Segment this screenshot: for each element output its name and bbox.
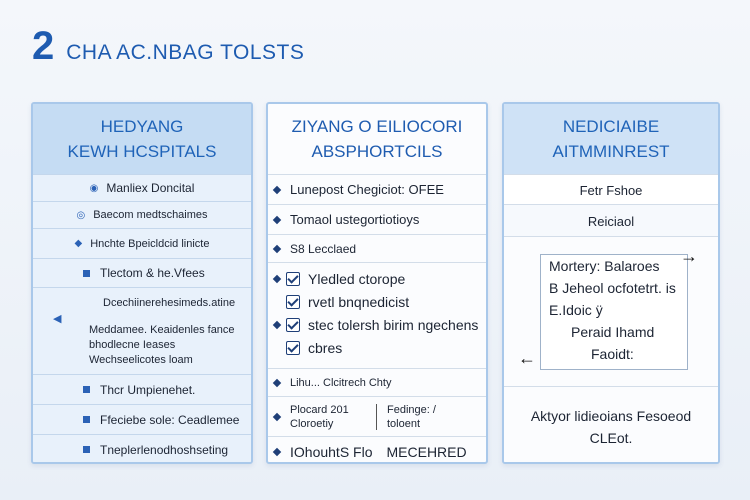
list-item-label: Tneplerlenodhoshseting [100, 442, 229, 457]
footer-note [504, 386, 718, 464]
footer-line: Aktyor lidieoians Fesoeod [530, 408, 692, 424]
cell-label: Fetr Fshoe [579, 182, 643, 198]
list-item [33, 317, 251, 374]
list-item-label: Meddamee. Keaidenles fance bhodlecne Ieases Wechseelicotes loam [89, 324, 235, 366]
list-item [33, 201, 251, 228]
list-item-label: Hnchte Bpeicldcid linicte [90, 237, 210, 250]
list-item-label: Manliex Doncital [106, 181, 195, 195]
bullet-diamond-icon [273, 274, 281, 282]
bullet-diamond-icon: ◆ [74, 238, 83, 249]
list-item-label: Ffeciebe sole: Ceadlemee [100, 412, 240, 427]
column-title-line: AITMMINREST [552, 142, 670, 161]
box-line: Peraid Ihamd [571, 324, 655, 340]
column-administrest [502, 102, 720, 464]
footer-line: CLEot. [589, 430, 633, 446]
checklist-label: cbres [308, 339, 343, 356]
bullet-diamond-icon [273, 185, 281, 193]
list-item-label: Tlectom & he.Vfees [100, 266, 205, 280]
list-item [33, 404, 251, 434]
page-title: CHA AC.NBAG TOLSTS [66, 41, 305, 64]
list-item-label: Dcechiinerehesimeds.atine [103, 296, 236, 309]
box-line: E.Idoic ÿ [549, 302, 603, 318]
bullet-diamond-icon [273, 244, 281, 252]
bullet-diamond-icon [273, 447, 281, 455]
info-cell [504, 174, 718, 205]
list-item [268, 174, 486, 204]
column-title-line: ZIYANG O EILIOCORI [291, 117, 463, 136]
arrow-right-icon: → [680, 246, 698, 266]
box-line: Mortery: Balaroes [549, 258, 660, 274]
box-line: Faoidt: [591, 346, 634, 362]
divider [376, 404, 377, 430]
bullet-square-icon [83, 386, 90, 393]
column-title-line: ABSPHORTCILS [311, 142, 443, 161]
list-item-label: Baecom medtschaimes [93, 209, 208, 221]
bullet-square-icon [83, 270, 90, 277]
list-item [33, 258, 251, 287]
column-title-line: NEDICIAIBE [562, 117, 660, 136]
list-item [268, 204, 486, 234]
bullet-circle-icon: ◉ [89, 182, 99, 194]
list-item-label: Lihu... Clcitrech Chty [290, 376, 392, 389]
list-item [268, 436, 486, 464]
bullet-square-icon [83, 416, 90, 423]
checkbox-checked-icon[interactable] [286, 341, 300, 355]
checklist-item [274, 313, 486, 336]
checklist-label: stec tolersh birim ngechens [308, 316, 479, 333]
page-header [32, 26, 304, 66]
checkbox-checked-icon[interactable] [286, 318, 300, 332]
list-item-label: MECEHRED [386, 443, 467, 460]
cell-label: Reiciaol [587, 213, 635, 229]
list-item-label: S8 Lecclaed [290, 241, 357, 256]
list-item [33, 174, 251, 201]
list-item [33, 287, 251, 317]
column-title-line: KEWH HCSPITALS [67, 142, 217, 161]
list-item [33, 374, 251, 404]
checklist-label: rvetl bnqnedicist [308, 293, 410, 310]
list-item [33, 434, 251, 464]
column-header [33, 104, 251, 174]
pointer-arrow-icon: ◀ [53, 313, 62, 325]
bullet-circle-icon: ◎ [76, 209, 86, 221]
checklist-item [274, 336, 486, 359]
list-item-label: Thcr Umpienehet. [100, 382, 196, 397]
list-item [268, 396, 486, 436]
list-item-label: Tomaol ustegortiotioys [290, 212, 420, 227]
list-item [268, 368, 486, 396]
column-header [268, 104, 486, 174]
checklist-label: Yledled ctorope [308, 270, 406, 287]
details-box [540, 254, 688, 370]
list-item [268, 234, 486, 262]
checklist-item [274, 290, 486, 313]
box-line: B Jeheol ocfotetrt. is [549, 280, 676, 296]
bullet-square-icon [83, 446, 90, 453]
bullet-diamond-icon [273, 412, 281, 420]
list-item-label: IOhouhtS Flo [290, 443, 373, 460]
bullet-diamond-icon [273, 320, 281, 328]
list-item [33, 228, 251, 258]
checkbox-checked-icon[interactable] [286, 272, 300, 286]
column-header [504, 104, 718, 174]
column-hospitals [31, 102, 253, 464]
bullet-diamond-icon [273, 215, 281, 223]
column-title-line: HEDYANG [100, 117, 184, 136]
column-absphortcils [266, 102, 488, 464]
arrow-left-icon: ← [518, 348, 536, 368]
list-item-label: Fedinge: / toloent [387, 403, 436, 430]
list-item-label: Plocard 201 Cloroetiy [290, 403, 349, 430]
section-number: 2 [32, 24, 55, 68]
bullet-diamond-icon [273, 378, 281, 386]
checklist [268, 262, 486, 368]
info-cell [504, 204, 718, 237]
checklist-item [274, 267, 486, 290]
checkbox-checked-icon[interactable] [286, 295, 300, 309]
list-item-label: Lunepost Chegiciot: OFEE [290, 182, 444, 197]
